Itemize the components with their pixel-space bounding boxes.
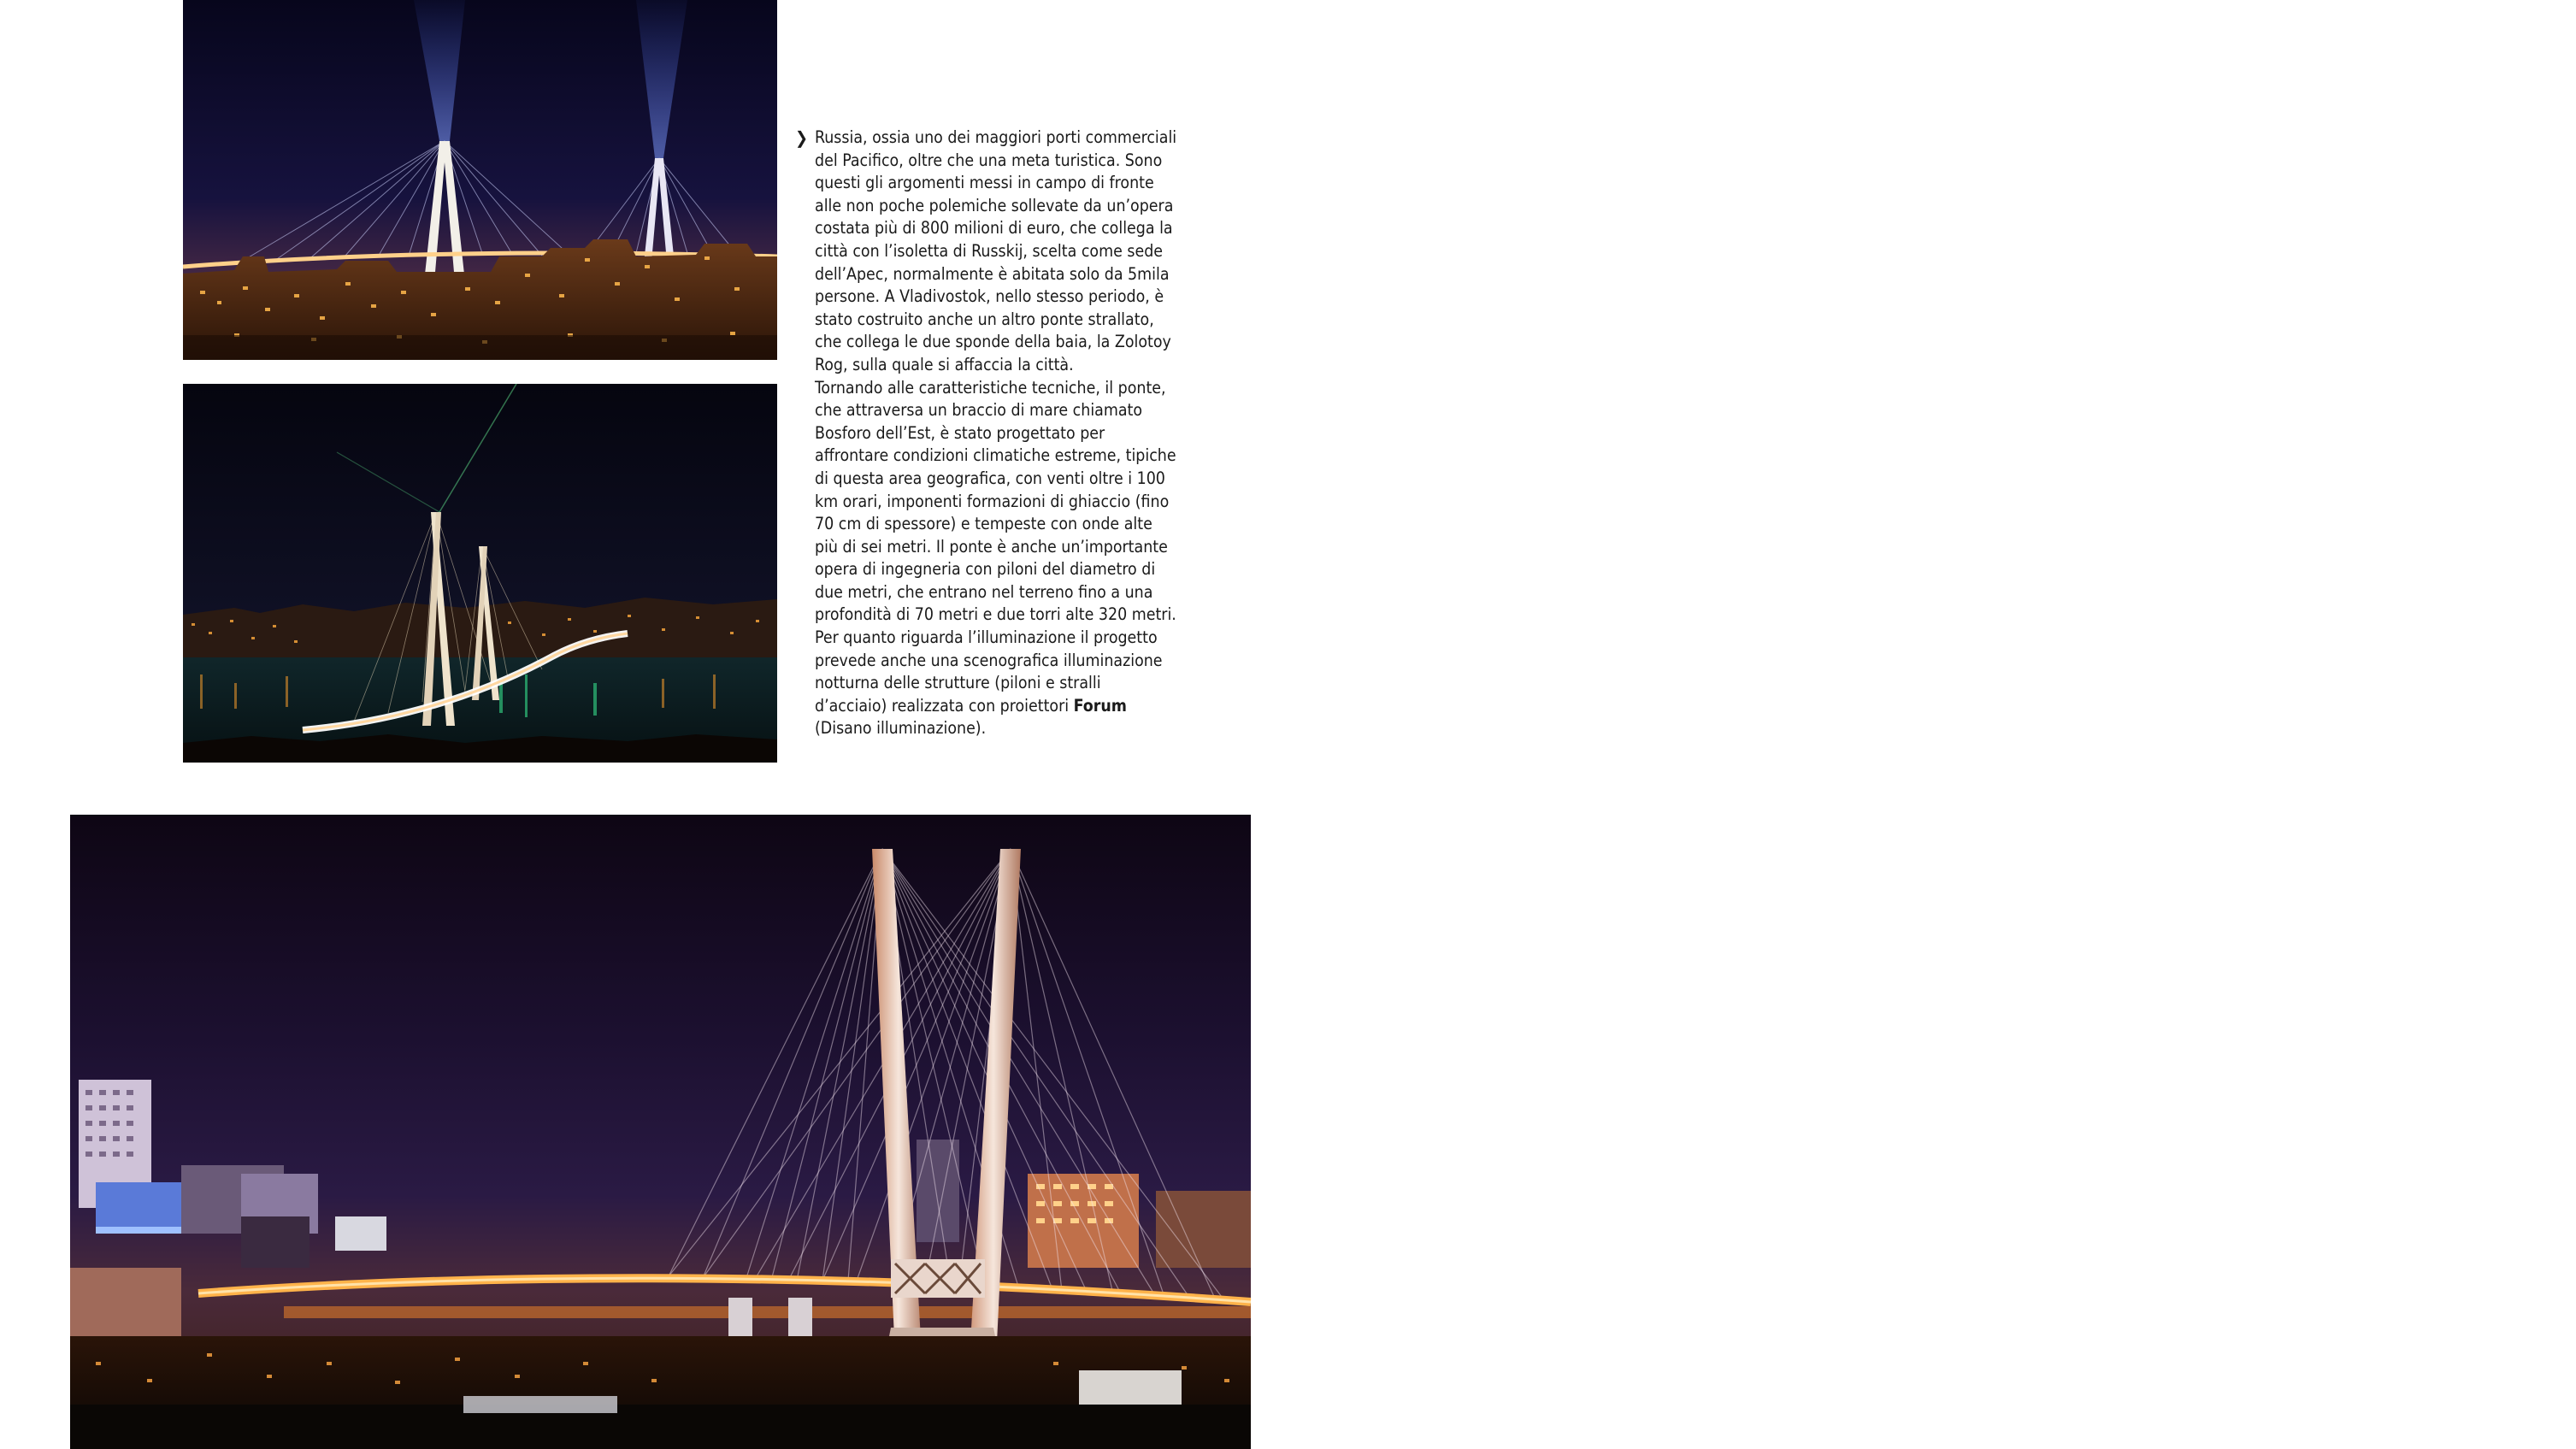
article-line: Tornando alle caratteristiche tecniche, il ponte,: [815, 377, 1166, 398]
article-line: due metri, che entrano nel terreno fino a una: [815, 581, 1153, 602]
article-line: Rog, sulla quale si affaccia la città.: [815, 354, 1074, 374]
article-line: costata più di 800 milioni di euro, che collega la: [815, 218, 1173, 239]
article-last-line: (Disano illuminazione).: [815, 718, 987, 739]
article-line: dell’Apec, normalmente è abitata solo da 5mila: [815, 263, 1170, 284]
bullet-chevron-icon: ❯: [795, 127, 809, 148]
article-line: del Pacifico, oltre che una meta turistica. Sono: [815, 150, 1163, 170]
article-body: [795, 127, 1205, 740]
article-line: di questa area geografica, con venti oltre i 100: [815, 468, 1165, 488]
photo-top-illustration: [183, 0, 777, 360]
article-line: opera di ingegneria con piloni del diametro di: [815, 559, 1156, 580]
photo-bridge-pylons-closeup: [70, 815, 1251, 1449]
photo-middle-illustration: [183, 384, 777, 763]
article-line: città con l’isoletta di Russkij, scelta come sede: [815, 240, 1164, 261]
article-line: persone. A Vladivostok, nello stesso periodo, è: [815, 286, 1164, 307]
article-line: km orari, imponenti formazioni di ghiaccio (fino: [815, 491, 1170, 511]
article-line: questi gli argomenti messi in campo di fronte: [815, 173, 1154, 193]
article-line: prevede anche una scenografica illuminazione: [815, 650, 1163, 670]
article-line: alle non poche polemiche sollevate da un’opera: [815, 195, 1174, 215]
article-line: affrontare condizioni climatiche estreme, tipiche: [815, 445, 1176, 466]
article-line: notturna delle strutture (piloni e stralli: [815, 673, 1101, 693]
article-line: Russia, ossia uno dei maggiori porti commerciali: [815, 127, 1177, 147]
photo-russky-bridge-night: [183, 0, 777, 360]
article-line-text: d’acciaio) realizzata con proiettori: [815, 695, 1074, 716]
brand-name-forum: Forum: [1073, 695, 1127, 716]
photo-bottom-illustration: [70, 815, 1251, 1449]
article-line: profondità di 70 metri e due torri alte 320 metri.: [815, 604, 1176, 625]
article-line: 70 cm di spessore) e tempeste con onde alte: [815, 514, 1152, 534]
article-line-with-brand: [795, 695, 1205, 718]
article-line: Per quanto riguarda l’illuminazione il progetto: [815, 627, 1158, 648]
article-line: stato costruito anche un altro ponte strallato,: [815, 309, 1154, 329]
article-line: che attraversa un braccio di mare chiamato: [815, 400, 1143, 421]
article-line: Bosforo dell’Est, è stato progettato per: [815, 422, 1105, 443]
article-line: che collega le due sponde della baia, la Zolotoy: [815, 332, 1171, 352]
photo-zolotoy-bridge-night: [183, 384, 777, 763]
article-line: più di sei metri. Il ponte è anche un’importante: [815, 536, 1168, 557]
